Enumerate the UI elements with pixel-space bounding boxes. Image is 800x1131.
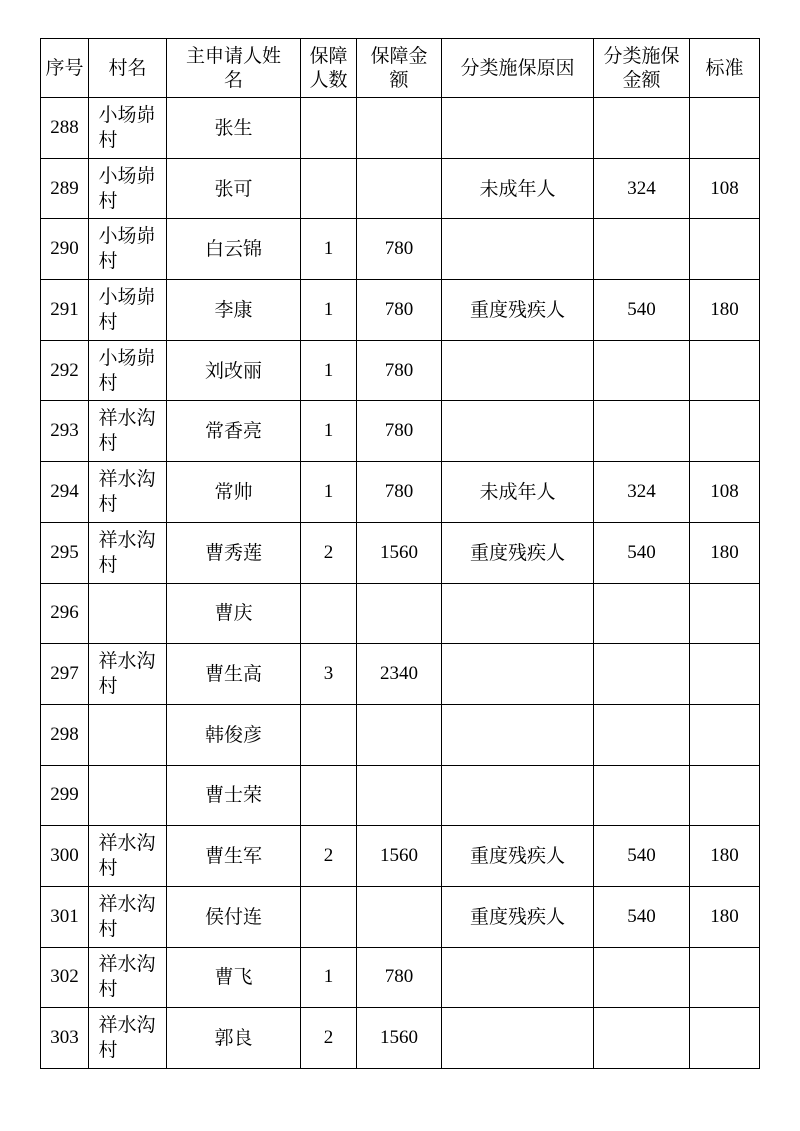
- village-name: 小场峁村: [98, 225, 156, 273]
- header-class-amount: 分类施保金额: [594, 39, 690, 98]
- cell-class-amount: 540: [594, 280, 690, 341]
- table-row: [41, 1008, 760, 1069]
- cell-amount: [357, 583, 442, 644]
- cell-seq: 296: [41, 583, 89, 644]
- cell-applicant: 曹生军: [167, 826, 301, 887]
- cell-applicant: 刘改丽: [167, 340, 301, 401]
- cell-amount: 2340: [357, 644, 442, 705]
- cell-class-amount: [594, 401, 690, 462]
- cell-reason: [442, 219, 594, 280]
- cell-village: [89, 765, 167, 826]
- village-name: 祥水沟村: [98, 467, 156, 515]
- header-village: 村名: [89, 39, 167, 98]
- cell-persons: 1: [301, 947, 357, 1008]
- village-name: 小场峁村: [98, 285, 156, 333]
- cell-class-amount: [594, 583, 690, 644]
- cell-amount: 780: [357, 280, 442, 341]
- cell-applicant: 白云锦: [167, 219, 301, 280]
- cell-class-amount: [594, 947, 690, 1008]
- cell-applicant: 侯付连: [167, 886, 301, 947]
- village-name: 祥水沟村: [98, 407, 156, 455]
- table-row: [41, 947, 760, 1008]
- cell-amount: 780: [357, 462, 442, 523]
- cell-seq: 294: [41, 462, 89, 523]
- header-standard: 标准: [690, 39, 760, 98]
- table-row: [41, 98, 760, 159]
- village-name: 祥水沟村: [98, 528, 156, 576]
- cell-class-amount: [594, 644, 690, 705]
- cell-class-amount: [594, 219, 690, 280]
- table-row: [41, 644, 760, 705]
- cell-village: [89, 462, 167, 523]
- cell-applicant: 曹秀莲: [167, 522, 301, 583]
- cell-class-amount: [594, 704, 690, 765]
- table-row: [41, 583, 760, 644]
- header-reason: 分类施保原因: [442, 39, 594, 98]
- cell-seq: 300: [41, 826, 89, 887]
- cell-applicant: 张可: [167, 158, 301, 219]
- cell-applicant: 常帅: [167, 462, 301, 523]
- cell-seq: 301: [41, 886, 89, 947]
- cell-class-amount: 540: [594, 522, 690, 583]
- cell-standard: 108: [690, 158, 760, 219]
- cell-standard: 180: [690, 522, 760, 583]
- cell-persons: [301, 158, 357, 219]
- village-name: 祥水沟村: [98, 832, 156, 880]
- village-name: 祥水沟村: [98, 892, 156, 940]
- cell-class-amount: [594, 1008, 690, 1069]
- cell-seq: 293: [41, 401, 89, 462]
- cell-standard: [690, 340, 760, 401]
- table-row: [41, 158, 760, 219]
- cell-seq: 298: [41, 704, 89, 765]
- table-row: [41, 522, 760, 583]
- cell-amount: 780: [357, 219, 442, 280]
- cell-standard: [690, 947, 760, 1008]
- cell-village: [89, 522, 167, 583]
- cell-village: [89, 704, 167, 765]
- cell-village: [89, 1008, 167, 1069]
- cell-persons: 1: [301, 219, 357, 280]
- cell-village: [89, 280, 167, 341]
- cell-seq: 292: [41, 340, 89, 401]
- village-name: 祥水沟村: [98, 953, 156, 1001]
- cell-persons: 2: [301, 826, 357, 887]
- header-applicant: 主申请人姓名: [167, 39, 301, 98]
- cell-seq: 299: [41, 765, 89, 826]
- cell-standard: 180: [690, 826, 760, 887]
- header-amount: 保障金额: [357, 39, 442, 98]
- cell-standard: [690, 704, 760, 765]
- cell-reason: [442, 340, 594, 401]
- village-name: 小场峁村: [98, 346, 156, 394]
- cell-seq: 289: [41, 158, 89, 219]
- cell-amount: 1560: [357, 522, 442, 583]
- cell-reason: [442, 765, 594, 826]
- table-row: [41, 886, 760, 947]
- cell-standard: [690, 765, 760, 826]
- cell-standard: [690, 219, 760, 280]
- table-row: [41, 219, 760, 280]
- cell-amount: [357, 765, 442, 826]
- cell-persons: 3: [301, 644, 357, 705]
- cell-persons: [301, 886, 357, 947]
- cell-seq: 303: [41, 1008, 89, 1069]
- cell-persons: 2: [301, 1008, 357, 1069]
- cell-applicant: 曹庆: [167, 583, 301, 644]
- cell-reason: [442, 98, 594, 159]
- cell-reason: 重度残疾人: [442, 886, 594, 947]
- cell-reason: [442, 644, 594, 705]
- cell-persons: [301, 765, 357, 826]
- cell-persons: 1: [301, 280, 357, 341]
- cell-seq: 302: [41, 947, 89, 1008]
- cell-persons: 1: [301, 462, 357, 523]
- cell-standard: 180: [690, 886, 760, 947]
- cell-applicant: 李康: [167, 280, 301, 341]
- cell-reason: [442, 947, 594, 1008]
- cell-amount: 780: [357, 340, 442, 401]
- cell-standard: [690, 98, 760, 159]
- cell-village: [89, 340, 167, 401]
- cell-amount: 780: [357, 401, 442, 462]
- cell-village: [89, 583, 167, 644]
- village-name: 祥水沟村: [98, 1014, 156, 1062]
- cell-standard: [690, 644, 760, 705]
- cell-class-amount: 324: [594, 462, 690, 523]
- cell-village: [89, 98, 167, 159]
- cell-applicant: 郭良: [167, 1008, 301, 1069]
- table-row: [41, 765, 760, 826]
- village-name: 小场峁村: [98, 103, 156, 151]
- cell-applicant: 常香亮: [167, 401, 301, 462]
- cell-amount: 1560: [357, 1008, 442, 1069]
- cell-applicant: 韩俊彦: [167, 704, 301, 765]
- cell-persons: [301, 583, 357, 644]
- cell-amount: [357, 704, 442, 765]
- cell-village: [89, 644, 167, 705]
- header-persons: 保障人数: [301, 39, 357, 98]
- table-body: [41, 98, 760, 1069]
- cell-reason: 未成年人: [442, 158, 594, 219]
- cell-class-amount: [594, 340, 690, 401]
- cell-seq: 295: [41, 522, 89, 583]
- cell-amount: [357, 886, 442, 947]
- cell-reason: [442, 704, 594, 765]
- cell-standard: 108: [690, 462, 760, 523]
- cell-reason: [442, 401, 594, 462]
- cell-class-amount: [594, 98, 690, 159]
- cell-class-amount: 540: [594, 826, 690, 887]
- cell-reason: [442, 583, 594, 644]
- cell-reason: 重度残疾人: [442, 522, 594, 583]
- cell-reason: [442, 1008, 594, 1069]
- cell-village: [89, 401, 167, 462]
- cell-standard: [690, 1008, 760, 1069]
- cell-applicant: 曹飞: [167, 947, 301, 1008]
- table-row: [41, 401, 760, 462]
- village-name: 祥水沟村: [98, 650, 156, 698]
- cell-applicant: 曹士荣: [167, 765, 301, 826]
- cell-class-amount: 540: [594, 886, 690, 947]
- cell-village: [89, 947, 167, 1008]
- cell-persons: 1: [301, 401, 357, 462]
- cell-seq: 290: [41, 219, 89, 280]
- cell-reason: 重度残疾人: [442, 826, 594, 887]
- cell-seq: 291: [41, 280, 89, 341]
- cell-persons: [301, 98, 357, 159]
- table-row: [41, 280, 760, 341]
- cell-standard: [690, 583, 760, 644]
- table-row: [41, 462, 760, 523]
- cell-standard: [690, 401, 760, 462]
- cell-applicant: 张生: [167, 98, 301, 159]
- cell-persons: 1: [301, 340, 357, 401]
- cell-reason: 重度残疾人: [442, 280, 594, 341]
- cell-seq: 288: [41, 98, 89, 159]
- header-row: [41, 39, 760, 98]
- table-header: [41, 39, 760, 98]
- cell-seq: 297: [41, 644, 89, 705]
- village-name: 小场峁村: [98, 164, 156, 212]
- cell-amount: [357, 158, 442, 219]
- cell-persons: 2: [301, 522, 357, 583]
- cell-village: [89, 158, 167, 219]
- cell-standard: 180: [690, 280, 760, 341]
- cell-reason: 未成年人: [442, 462, 594, 523]
- table-row: [41, 704, 760, 765]
- cell-applicant: 曹生高: [167, 644, 301, 705]
- cell-amount: 780: [357, 947, 442, 1008]
- cell-class-amount: 324: [594, 158, 690, 219]
- header-seq: 序号: [41, 39, 89, 98]
- table-row: [41, 340, 760, 401]
- cell-class-amount: [594, 765, 690, 826]
- relief-table: [40, 38, 760, 1069]
- cell-village: [89, 219, 167, 280]
- cell-amount: [357, 98, 442, 159]
- cell-amount: 1560: [357, 826, 442, 887]
- cell-persons: [301, 704, 357, 765]
- cell-village: [89, 826, 167, 887]
- table-row: [41, 826, 760, 887]
- cell-village: [89, 886, 167, 947]
